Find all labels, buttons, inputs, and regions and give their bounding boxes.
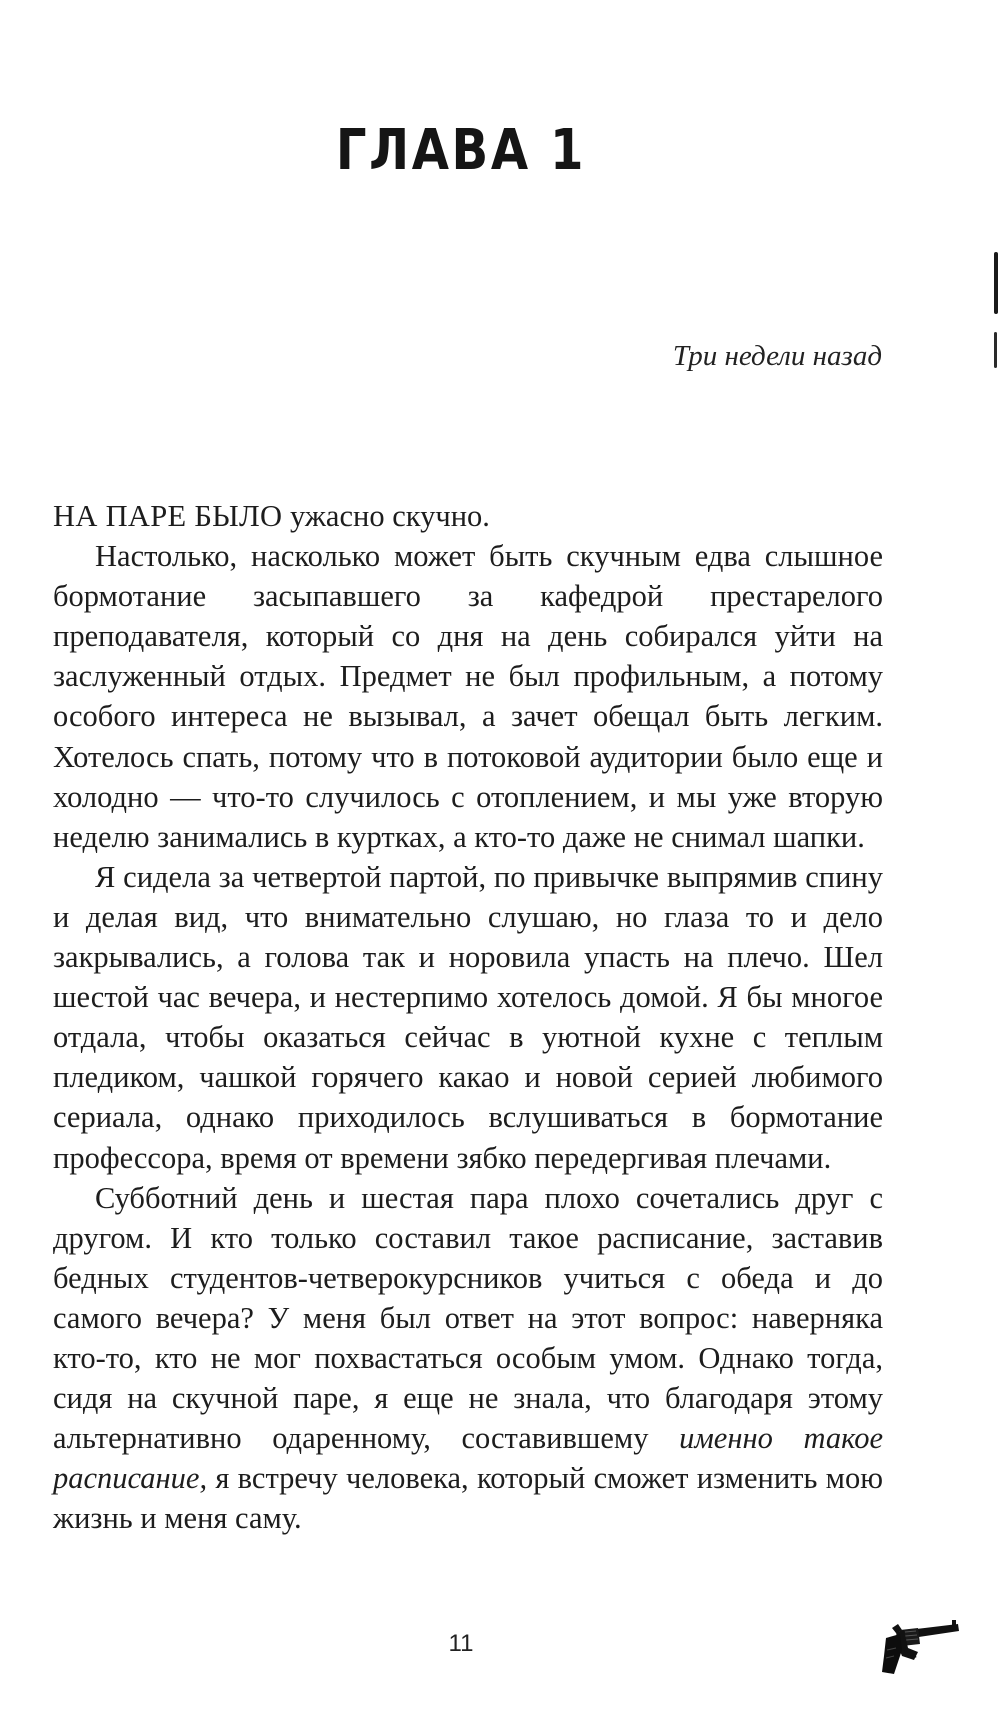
chapter-body bbox=[53, 496, 883, 1538]
paragraph-1-text: ужасно скучно. bbox=[282, 499, 490, 533]
page-edge-mark bbox=[994, 332, 997, 368]
paragraph-4-italic-phrase: именно такое расписание, bbox=[53, 1421, 883, 1496]
paragraph-1 bbox=[53, 496, 883, 536]
page-number: 11 bbox=[448, 1630, 474, 1657]
paragraph-4-text-start: Субботний день и шестая пара плохо сочетались друг с другом. И кто только составил такое расписание, заставив бедных студентов-четверокурсников учиться с обеда и до самого вечера? У меня был ответ на этот вопрос: наверняка кто-то, кто не мог похвастаться особым умом. Однако тогда, сидя на скучной паре, я еще не знала, что благодаря этому альтернативно одаренному, составившему bbox=[53, 1180, 883, 1456]
paragraph-4-text-end: я встречу человека, который сможет изменить мою жизнь и меня саму. bbox=[53, 1461, 883, 1536]
chapter-epigraph: Три недели назад bbox=[672, 340, 882, 372]
revolver-icon bbox=[878, 1616, 962, 1678]
paragraph-2: Настолько, насколько может быть скучным едва слышное бормотание засыпавшего за кафедрой престарелого преподавателя, который со дня на день собирался уйти на заслуженный отдых. Предмет не был профильным, а потому особого интереса не вызывал, а зачет обещал быть легким. Хотелось спать, потому что в потоковой аудитории было еще и холодно — что-то случилось с отоплением, и мы уже вторую неделю занимались в куртках, а кто-то даже не снимал шапки. bbox=[53, 539, 883, 854]
paragraph-4 bbox=[53, 1178, 883, 1539]
chapter-title: ГЛАВА 1 bbox=[335, 118, 587, 183]
paragraph-1-lead-caps: НА ПАРЕ БЫЛО bbox=[53, 499, 283, 533]
paragraph-3: Я сидела за четвертой партой, по привычке выпрямив спину и делая вид, что внимательно слушаю, но глаза то и дело закрывались, а голова так и норовила упасть на плечо. Шел шестой час вечера, и нестерпимо хотелось домой. Я бы многое отдала, чтобы оказаться сейчас в уютной кухне с теплым пледиком, чашкой горячего какао и новой серией любимого сериала, однако приходилось вслушиваться в бормотание профессора, время от времени зябко передергивая плечами. bbox=[53, 859, 883, 1175]
page-edge-mark bbox=[994, 252, 998, 314]
